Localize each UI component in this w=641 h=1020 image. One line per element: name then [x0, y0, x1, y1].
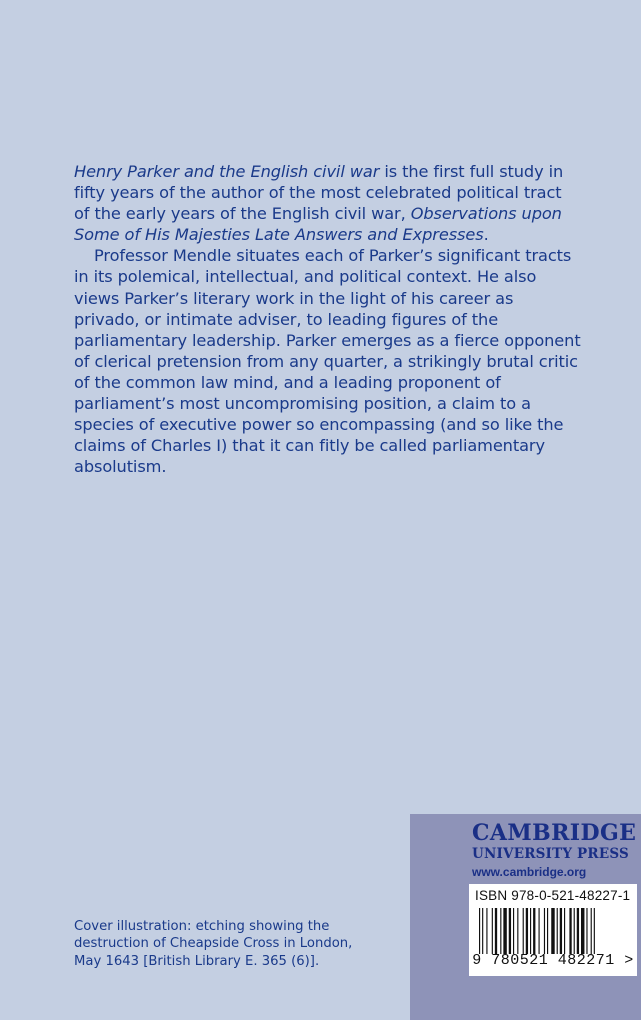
tract-title: Some of His Majesties Late Answers and Expresses [74, 225, 484, 245]
tract-title: Observations upon [410, 204, 562, 224]
blurb-line: in its polemical, intellectual, and political context. He also [74, 267, 537, 287]
barcode-bar [479, 908, 480, 954]
blurb-line: of the early years of the English civil war, Observations upon [74, 204, 562, 224]
barcode-bar [577, 908, 579, 954]
publisher-panel [410, 814, 641, 1020]
isbn-barcode [469, 884, 637, 976]
barcode-bar [530, 908, 531, 954]
publisher-website: www.cambridge.org [472, 865, 587, 879]
barcode-bar [594, 908, 595, 954]
barcode-bar [551, 908, 554, 954]
barcode-bar [533, 908, 535, 954]
barcode-bar [500, 908, 501, 954]
barcode-bar [544, 908, 545, 954]
barcode-bar [547, 908, 548, 954]
caption-line: destruction of Cheapside Cross in London, [74, 936, 353, 952]
blurb-line: species of executive power so encompassing (and so like the [74, 415, 564, 435]
barcode-bar [503, 908, 506, 954]
blurb-line: fifty years of the author of the most celebrated political tract [74, 183, 562, 203]
barcode-bar [482, 908, 483, 954]
blurb-line: views Parker’s literary work in the light of his career as [74, 288, 514, 308]
blurb-line: parliamentary leadership. Parker emerges as a fierce opponent [74, 330, 581, 350]
blurb-line: of clerical pretension from any quarter, a strikingly brutal critic [74, 351, 578, 371]
cover-illustration-caption [74, 918, 404, 970]
book-title: Henry Parker and the English civil war [74, 162, 380, 181]
isbn-number: ISBN 978-0-521-48227-1 [475, 888, 631, 903]
blurb-line: absolutism. [74, 457, 167, 477]
barcode-bar [523, 908, 524, 954]
blurb-line: of the common law mind, and a leading proponent of [74, 372, 501, 392]
barcode-bar [569, 908, 571, 954]
barcode-bar [591, 908, 592, 954]
publisher-logo-name: CAMBRIDGE [472, 820, 637, 846]
barcode-bar [574, 908, 575, 954]
barcode-bar [586, 908, 587, 954]
barcode-bar [526, 908, 528, 954]
barcode-bar [581, 908, 584, 954]
blurb-line: claims of Charles I) that it can fitly be called parliamentary [74, 436, 545, 456]
barcode-bars [479, 908, 627, 954]
blurb-line: Henry Parker and the English civil war is the first full study in [74, 162, 564, 181]
barcode-digits: 9 780521 482271 > [472, 952, 634, 969]
caption-line: Cover illustration: etching showing the [74, 919, 330, 934]
barcode-bar [539, 908, 540, 954]
barcode-bar [517, 908, 518, 954]
blurb-line: Professor Mendle situates each of Parker’s significant tracts [94, 246, 572, 266]
blurb-line: Some of His Majesties Late Answers and Expresses. [74, 225, 489, 245]
barcode-bar [557, 908, 558, 954]
back-cover-blurb [74, 161, 581, 477]
caption-line: May 1643 [British Library E. 365 (6)]. [74, 953, 320, 969]
barcode-bar [513, 908, 514, 954]
blurb-line: privado, or intimate adviser, to leading figures of the [74, 309, 499, 329]
barcode-bar [495, 908, 497, 954]
barcode-bar [509, 908, 511, 954]
barcode-bar [564, 908, 565, 954]
publisher-logo-subname: UNIVERSITY PRESS [472, 846, 629, 862]
barcode-bar [492, 908, 493, 954]
barcode-bar [486, 908, 487, 954]
blurb-line: parliament’s most uncompromising position, a claim to a [74, 394, 531, 414]
barcode-bar [560, 908, 562, 954]
